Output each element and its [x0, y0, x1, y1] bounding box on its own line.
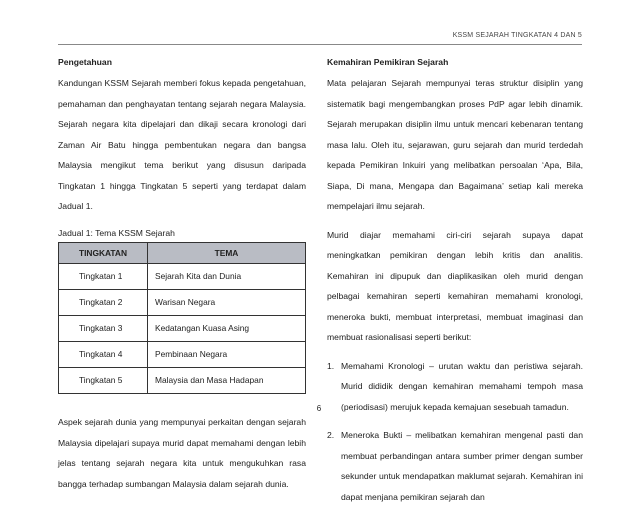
paragraph-pengetahuan: Kandungan KSSM Sejarah memberi fokus kepada pengetahuan, pemahaman dan penghayatan tentang sejarah negara Malaysia. Sejarah negara kita dipelajari dan dikaji secara kronologi dari Zaman Air Batu hingga pembentukan negara dan bangsa Malaysia mengikut tema berikut yang disusun daripada Tingkatan 1 hingga Tingkatan 5 seperti yang terdapat dalam Jadual 1.	[58, 73, 306, 217]
table-row	[59, 342, 306, 368]
paragraph-murid-diajar: Murid diajar memahami ciri-ciri sejarah supaya dapat meningkatkan pemikiran dengan lebih kritis dan analitis. Kemahiran ini dipupuk dan diaplikasikan oleh murid dengan pelbagai kemahiran seperti kemahiran memahami kronologi, meneroka bukti, membuat interpretasi, membuat imaginasi dan membuat rasionalisasi seperti berikut:	[327, 225, 583, 348]
cell-tingkatan: Tingkatan 2	[59, 290, 148, 316]
table-header-row	[59, 242, 306, 264]
cell-tingkatan: Tingkatan 3	[59, 316, 148, 342]
table-caption: Jadual 1: Tema KSSM Sejarah	[58, 227, 306, 239]
column-header-tema: TEMA	[148, 242, 306, 264]
section-heading-kemahiran: Kemahiran Pemikiran Sejarah	[327, 55, 583, 70]
cell-tema: Kedatangan Kuasa Asing	[148, 316, 306, 342]
running-header: KSSM SEJARAH TINGKATAN 4 DAN 5	[453, 32, 582, 39]
header-divider	[58, 44, 582, 45]
list-number: 1.	[327, 356, 334, 377]
list-text: Meneroka Bukti – melibatkan kemahiran mengenal pasti dan membuat perbandingan antara sumber primer dengan sumber sekunder untuk mendapatkan maklumat sejarah. Kemahiran ini dapat menjana pemikiran sejarah dan	[341, 430, 583, 502]
cell-tema: Warisan Negara	[148, 290, 306, 316]
table-row	[59, 316, 306, 342]
left-column	[58, 55, 306, 494]
column-header-tingkatan: TINGKATAN	[59, 242, 148, 264]
list-text: Memahami Kronologi – urutan waktu dan peristiwa sejarah. Murid dididik dengan kemahiran memahami tempoh masa (periodisasi) merujuk kepada kemajuan sesebuah tamadun.	[341, 361, 583, 412]
kemahiran-list	[327, 356, 583, 507]
list-number: 2.	[327, 425, 334, 446]
table-row	[59, 368, 306, 394]
table-row	[59, 290, 306, 316]
tema-table	[58, 242, 306, 395]
cell-tingkatan: Tingkatan 4	[59, 342, 148, 368]
paragraph-aspek-sejarah-dunia: Aspek sejarah dunia yang mempunyai perkaitan dengan sejarah Malaysia dipelajari supaya murid dapat memahami dengan lebih jelas tentang sejarah negara kita untuk mengukuhkan rasa bangga terhadap sumbangan Malaysia dalam sejarah dunia.	[58, 412, 306, 494]
page-number: 6	[0, 404, 638, 413]
cell-tema: Pembinaan Negara	[148, 342, 306, 368]
section-heading-pengetahuan: Pengetahuan	[58, 55, 306, 70]
paragraph-mata-pelajaran: Mata pelajaran Sejarah mempunyai teras struktur disiplin yang sistematik bagi mengembangkan proses PdP agar lebih dinamik. Sejarah merupakan disiplin ilmu untuk mencari kebenaran tentang masa lalu. Oleh itu, sejarawan, guru sejarah dan murid terdedah kepada Pemikiran Inkuiri yang melibatkan persoalan ‘Apa, Bila, Siapa, Di mana, Mengapa dan Bagaimana’ setiap kali mereka mempelajari ilmu sejarah.	[327, 73, 583, 217]
cell-tingkatan: Tingkatan 5	[59, 368, 148, 394]
cell-tema: Sejarah Kita dan Dunia	[148, 264, 306, 290]
table-row	[59, 264, 306, 290]
cell-tingkatan: Tingkatan 1	[59, 264, 148, 290]
right-column	[327, 55, 583, 507]
cell-tema: Malaysia dan Masa Hadapan	[148, 368, 306, 394]
list-item	[327, 425, 583, 507]
